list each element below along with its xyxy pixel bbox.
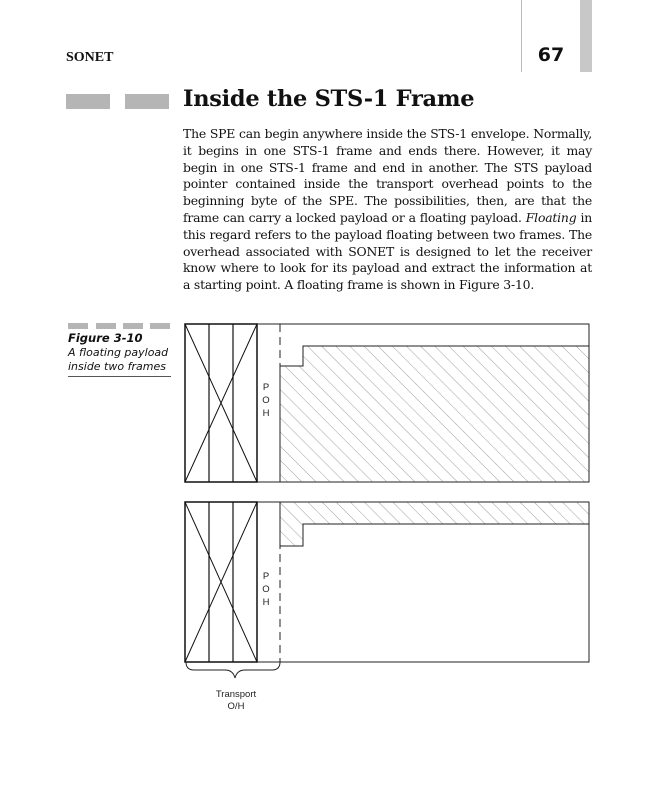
transport-overhead-block: [185, 502, 257, 662]
figure-marker-bar: [123, 323, 143, 329]
section-marker-bar: [66, 94, 110, 109]
poh-label-letter: O: [262, 395, 270, 406]
poh-label-letter: H: [262, 597, 270, 608]
poh-label-letter: O: [262, 584, 270, 595]
figure-marker-bar: [150, 323, 170, 329]
section-marker-bar: [125, 94, 169, 109]
paragraph-text-run: in this regard refers to the payload floating between two frames. The overhead associated with SONET is designed to let the receiver know where to look for its payload and extract the information at a starting point. A floating frame is shown in Figure 3-10.: [183, 209, 592, 293]
page-tab-marker: [580, 0, 592, 72]
poh-label-letter: P: [262, 571, 270, 582]
frame-one: [185, 324, 589, 482]
frame-two-outline: [185, 502, 589, 662]
transport-label-line: Transport: [215, 689, 257, 700]
running-head: SONET: [66, 50, 114, 65]
frame-two: [185, 502, 589, 662]
transport-overhead-block: [185, 324, 257, 482]
payload-spe-start: [280, 346, 589, 482]
transport-label-line: O/H: [227, 701, 245, 712]
figure-caption: A floating payload inside two frames: [68, 346, 171, 377]
payload-spe-end: [280, 502, 589, 546]
figure-marker-bar: [96, 323, 116, 329]
page-number: 67: [537, 44, 565, 66]
emphasized-term: Floating: [525, 209, 577, 225]
section-title: Inside the STS-1 Frame: [183, 86, 475, 112]
poh-label-letter: P: [262, 382, 270, 393]
figure-label: Figure 3-10: [68, 331, 143, 345]
poh-label-letter: H: [262, 408, 270, 419]
paragraph-text-run: The SPE can begin anywhere inside the STS-1 envelope. Normally, it begins in one STS-1 frame and ends there. However, it may begin in one STS-1 frame and end in another. The STS payload pointer contained inside the transport overhead points to the beginning byte of the SPE. The possibilities, then, are that the frame can carry a locked payload or a floating payload.: [183, 126, 592, 225]
figure-marker-bar: [68, 323, 88, 329]
body-paragraph: [183, 126, 592, 294]
transport-overhead-brace: [186, 662, 280, 678]
floating-payload-diagram: [180, 318, 600, 718]
